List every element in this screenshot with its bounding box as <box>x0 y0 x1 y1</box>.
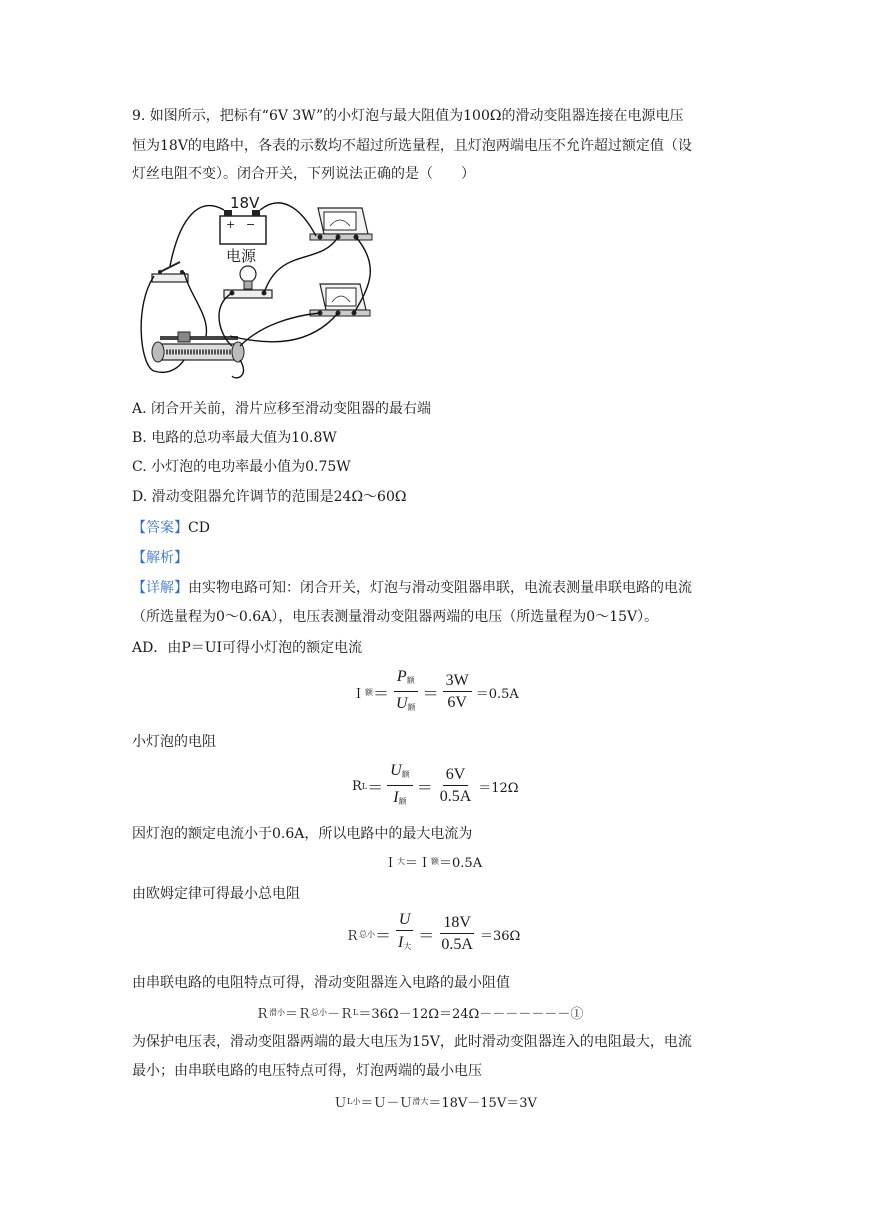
ohm-line: 由欧姆定律可得最小总电阻 <box>132 886 300 902</box>
detail-tag: 【详解】 <box>132 580 188 596</box>
question-line-1: 9. 如图所示，把标有“6V 3W”的小灯泡与最大阻值为100Ω的滑动变阻器连接在电源电压 <box>132 108 684 124</box>
battery-minus: − <box>246 218 256 231</box>
battery-plus: + <box>226 218 236 231</box>
option-c: C. 小灯泡的电功率最小值为0.75W <box>132 459 351 475</box>
eq4-frac: $\frac{U}{I_大}$ <box>395 910 414 958</box>
equation-lamp-resistance: R L ＝ $\frac{U_额}{I_额}$ ＝ $\frac{6V}{0.5A}$ ＝12Ω <box>352 760 519 813</box>
resistance-line: 小灯泡的电阻 <box>132 734 216 750</box>
max-current-line: 因灯泡的额定电流小于0.6A，所以电路中的最大电流为 <box>132 826 473 842</box>
equation-min-slider-resistance: Ｒ 滑小 ＝Ｒ 总小 －Ｒ L ＝36Ω－12Ω＝24Ω－－－－－－－① <box>256 1007 584 1022</box>
question-line-2: 恒为18V的电路中，各表的示数均不超过所选量程，且灯泡两端电压不允许超过额定值（设 <box>132 138 692 154</box>
question-line-3: 灯丝电阻不变）。闭合开关，下列说法正确的是（ ） <box>132 166 475 182</box>
option-b: B. 电路的总功率最大值为10.8W <box>132 430 337 446</box>
eq4-frac-2: $\frac{18V}{0.5A}$ <box>441 913 473 953</box>
eq2-frac-2: $\frac{6V}{0.5A}$ <box>439 766 472 805</box>
analysis-tag: 【解析】 <box>132 550 188 566</box>
voltage-label: 18V <box>230 194 260 212</box>
series-line: 由串联电路的电阻特点可得，滑动变阻器连入电路的最小阻值 <box>132 975 510 991</box>
protect-line-2: 最小；由串联电路的电压特点可得，灯泡两端的最小电压 <box>132 1063 482 1079</box>
detail-line-1 <box>132 574 742 602</box>
answer-tag: 【答案】 <box>132 520 188 536</box>
eq2-result: ＝12Ω <box>478 781 519 796</box>
equation-min-lamp-voltage: Ｕ L小 ＝Ｕ－Ｕ 滑大 ＝18V－15V＝3V <box>334 1096 537 1111</box>
eq2-frac: $\frac{U_额}{I_额}$ <box>387 760 413 813</box>
equation-max-current: Ｉ 大 ＝Ｉ 额 ＝0.5A <box>384 856 483 871</box>
equation-min-total-resistance: Ｒ 总小 ＝ $\frac{U}{I_大}$ ＝ $\frac{18V}{0.5A}$ ＝36Ω <box>346 910 520 958</box>
source-label: 电源 <box>226 247 257 265</box>
equation-rated-current: Ｉ 额 ＝ $\frac{P_额}{U_额}$ ＝ $\frac{3W}{6V}$ ＝0.5A <box>352 666 519 719</box>
eq1-frac-2: $\frac{3W}{6V}$ <box>443 671 472 714</box>
detail-text-1: 由实物电路可知：闭合开关，灯泡与滑动变阻器串联，电流表测量串联电路的电流 <box>188 580 692 596</box>
answer-line <box>132 514 742 542</box>
protect-line-1: 为保护电压表，滑动变阻器两端的最大电压为15V，此时滑动变阻器连入的电阻最大，电流 <box>132 1034 692 1050</box>
detail-line-2: （所选量程为0～0.6A），电压表测量滑动变阻器两端的电压（所选量程为0～15V）。 <box>132 609 659 625</box>
circuit-diagram <box>140 196 380 386</box>
eq1-lhs: Ｉ <box>352 687 366 702</box>
option-d: D. 滑动变阻器允许调节的范围是24Ω～60Ω <box>132 489 407 505</box>
answer-value: CD <box>188 520 210 536</box>
option-a: A. 闭合开关前，滑片应移至滑动变阻器的最右端 <box>132 401 432 417</box>
eq1-result: ＝0.5A <box>475 687 519 702</box>
ammeter-icon <box>310 208 372 240</box>
eq1-frac: $\frac{P_额}{U_额}$ <box>393 666 419 719</box>
ad-line: AD．由P＝UI可得小灯泡的额定电流 <box>132 640 363 656</box>
